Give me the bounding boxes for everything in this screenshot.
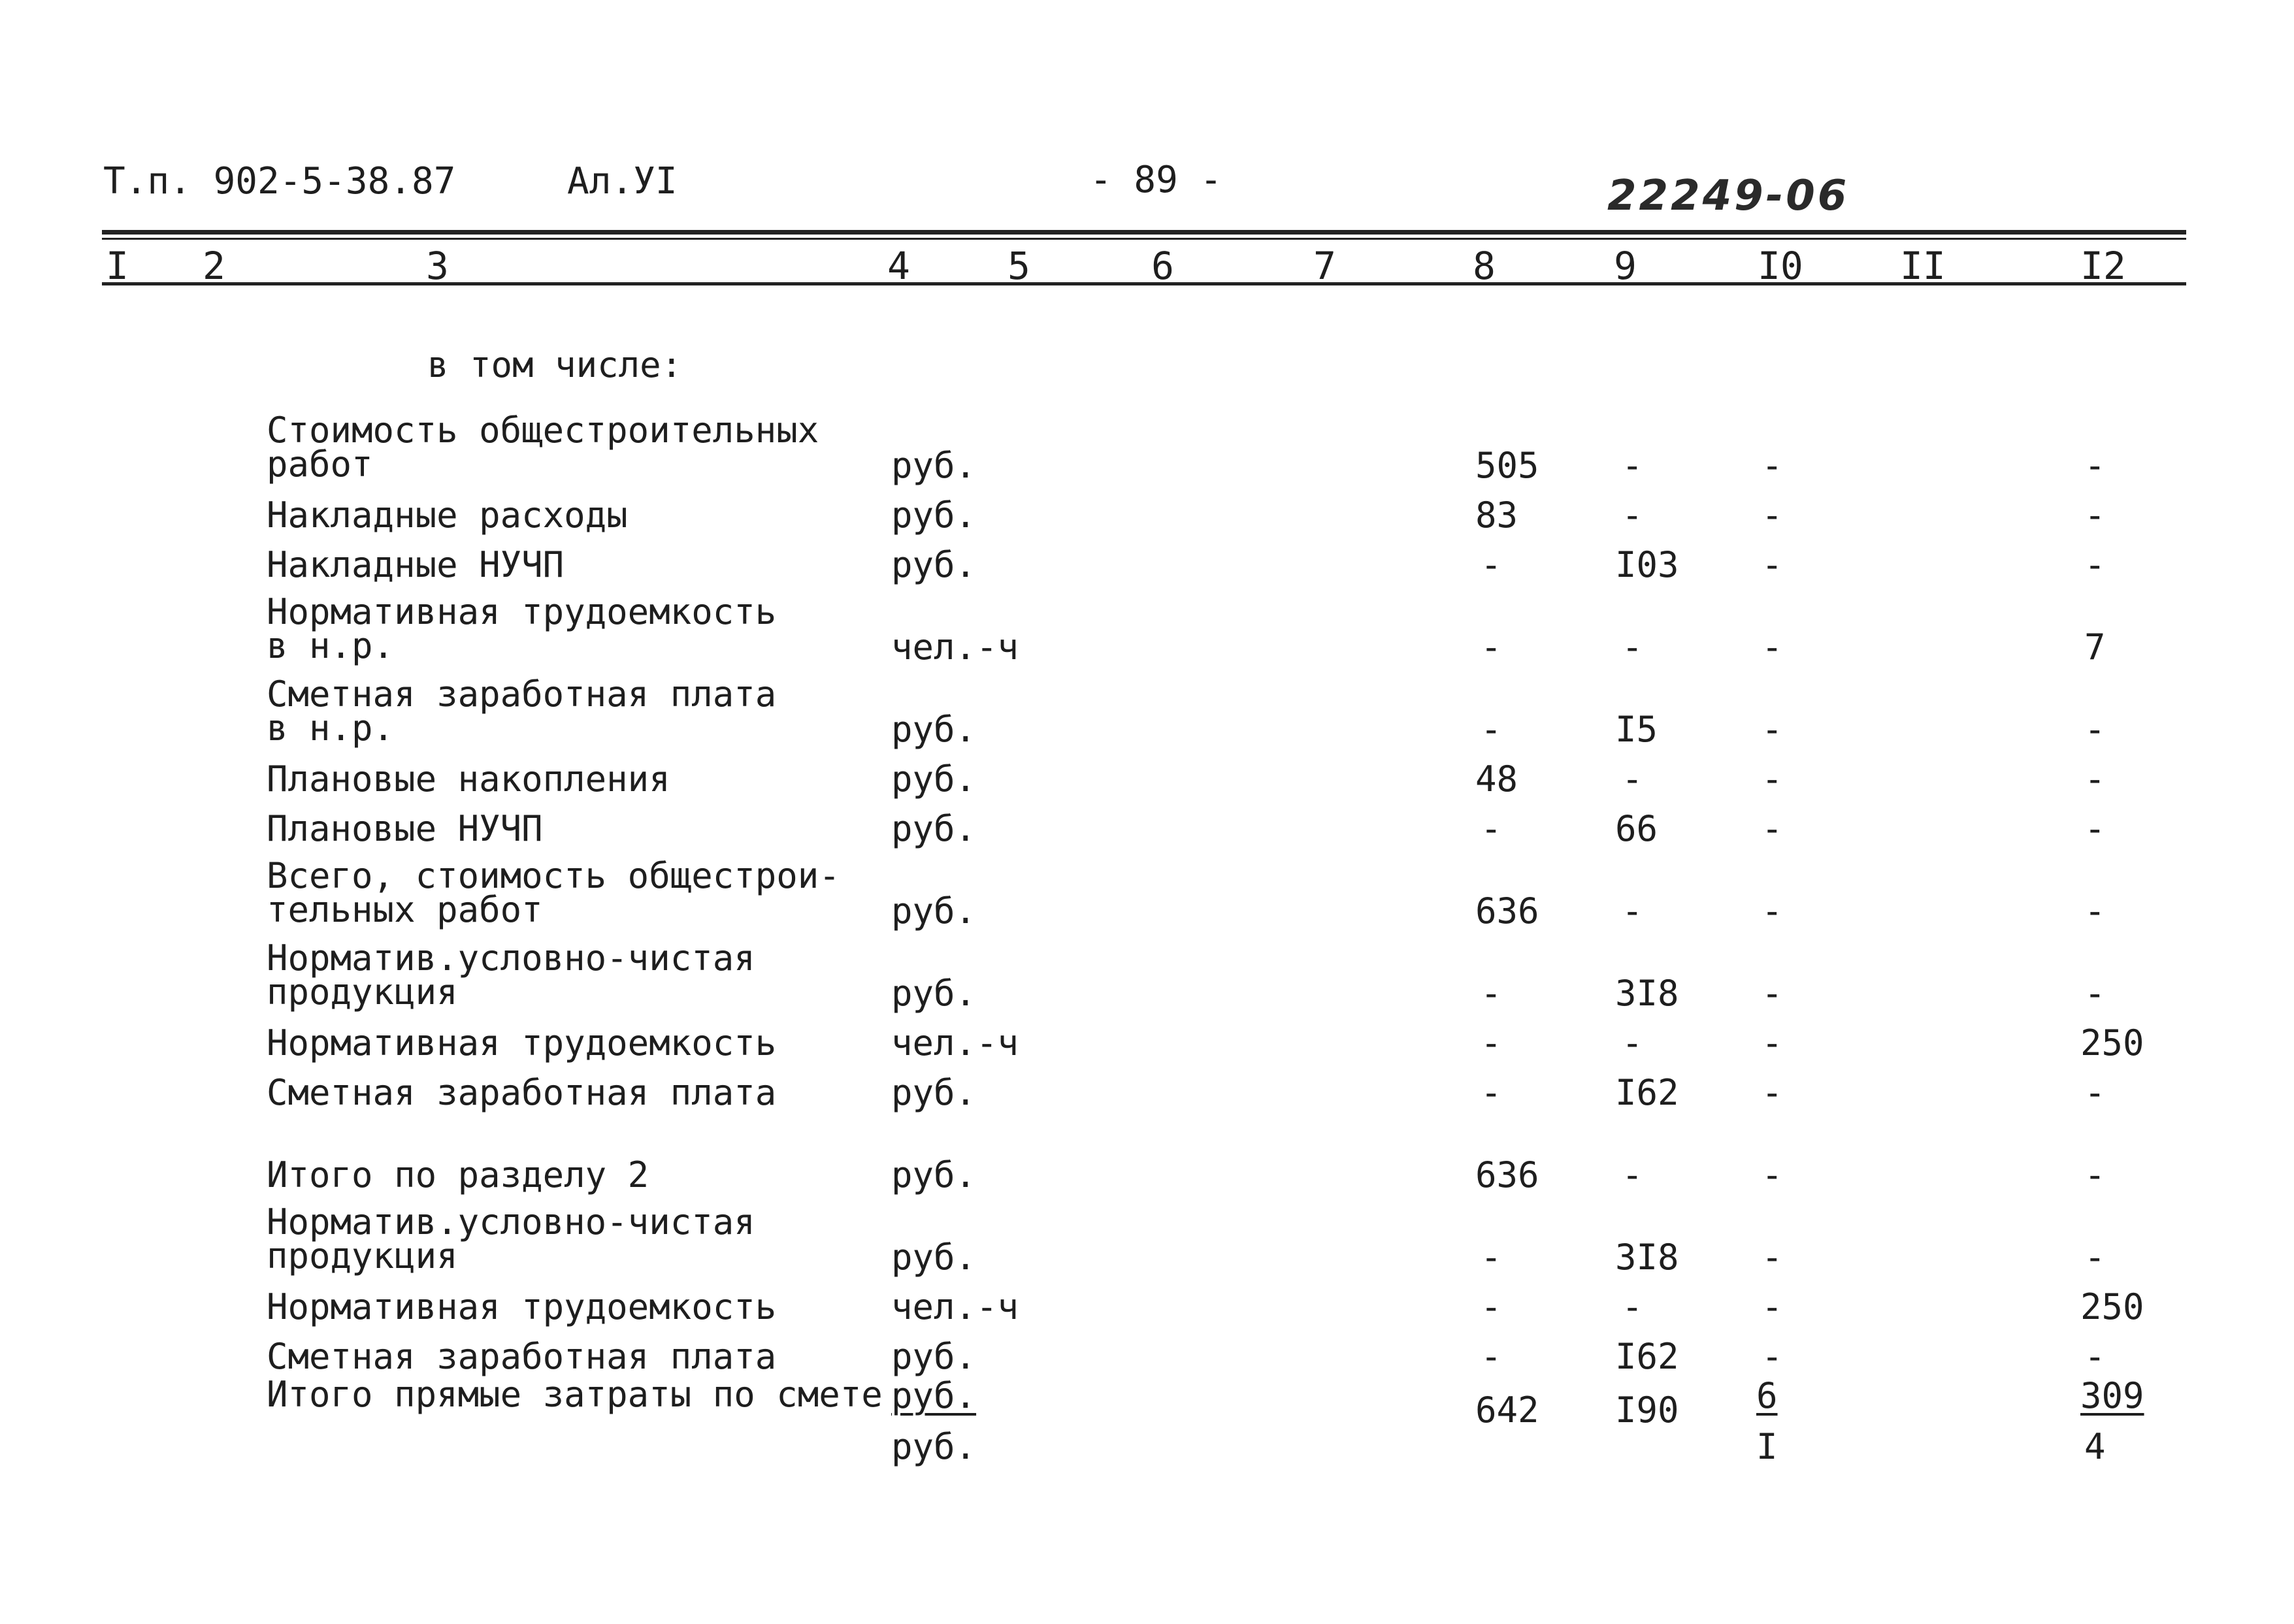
top-rule-thin (102, 238, 2186, 240)
row-col9: - (1622, 495, 1643, 536)
top-rule-thick (102, 230, 2186, 235)
row-col8: 83 (1475, 495, 1518, 536)
row-col9: 66 (1615, 808, 1658, 849)
page-number: - 89 - (1090, 159, 1222, 201)
row-col10: - (1761, 1237, 1783, 1278)
row-col8: - (1481, 1072, 1502, 1113)
row-col12: - (2084, 445, 2106, 486)
column-number: 9 (1614, 244, 1637, 288)
row-unit: руб. (891, 445, 977, 486)
row-name: Нормативная трудоемкость (267, 1286, 777, 1327)
row-name-line1: Всего, стоимость общестрои- (267, 855, 840, 896)
total-col10-top: 6 (1756, 1375, 1778, 1416)
total-col12-top: 309 (2080, 1375, 2144, 1416)
row-name-line1: Норматив.условно-чистая (267, 1201, 755, 1242)
row-name: Накладные расходы (267, 495, 628, 536)
column-number: 8 (1473, 244, 1496, 288)
row-col8: - (1481, 1022, 1502, 1064)
document-number: 22249-06 (1607, 172, 1850, 220)
row-name-line2: в н.р. (267, 707, 395, 749)
row-unit: руб. (891, 1237, 977, 1278)
row-col9: - (1622, 1022, 1643, 1064)
row-unit: руб. (891, 890, 977, 932)
row-name: Накладные НУЧП (267, 544, 565, 585)
row-col9: - (1622, 1154, 1643, 1195)
column-number: II (1900, 244, 1946, 288)
row-col8: 636 (1475, 1154, 1539, 1195)
column-number: I0 (1758, 244, 1803, 288)
row-unit: руб. (891, 1336, 977, 1377)
row-name-line2: тельных работ (267, 889, 543, 930)
row-unit: чел.-ч (891, 626, 1019, 668)
row-col8: - (1481, 1237, 1502, 1278)
row-col10: - (1761, 973, 1783, 1014)
project-code: Т.п. 902-5-38.87 (103, 160, 456, 203)
row-unit: руб. (891, 544, 977, 585)
column-number: I (106, 244, 129, 288)
row-col12: - (2084, 808, 2106, 849)
row-col8: 505 (1475, 445, 1539, 486)
row-col8: - (1481, 709, 1502, 750)
row-col12: 250 (2080, 1022, 2144, 1064)
row-name-line1: Нормативная трудоемкость (267, 591, 777, 632)
column-number: 7 (1313, 244, 1336, 288)
row-col8: - (1481, 626, 1502, 668)
total-col8: 642 (1475, 1389, 1539, 1431)
row-unit: руб. (891, 973, 977, 1014)
row-unit: руб. (891, 758, 977, 800)
column-number: 5 (1008, 244, 1030, 288)
row-col10: - (1761, 445, 1783, 486)
row-col12: - (2084, 758, 2106, 800)
row-name: Сметная заработная плата (267, 1336, 777, 1377)
row-col12: 250 (2080, 1286, 2144, 1327)
row-name-line2: продукция (267, 971, 458, 1013)
row-col9: 3I8 (1615, 1237, 1679, 1278)
row-col10: - (1761, 1154, 1783, 1195)
row-col9: - (1622, 626, 1643, 668)
column-number: 6 (1151, 244, 1174, 288)
row-name-line1: Норматив.условно-чистая (267, 937, 755, 979)
row-unit: чел.-ч (891, 1022, 1019, 1064)
row-col10: - (1761, 1022, 1783, 1064)
total-unit-top: руб. (891, 1375, 977, 1416)
total-name: Итого прямые затраты по смете (267, 1374, 883, 1415)
row-col9: - (1622, 758, 1643, 800)
row-name-line2: работ (267, 444, 373, 485)
row-name: Итого по разделу 2 (267, 1154, 649, 1195)
row-col12: - (2084, 973, 2106, 1014)
album-label: Ал.УI (567, 160, 678, 203)
total-col9: I90 (1615, 1389, 1679, 1431)
column-number: 2 (203, 244, 225, 288)
row-col12: - (2084, 709, 2106, 750)
row-col8: - (1481, 973, 1502, 1014)
row-name: Нормативная трудоемкость (267, 1022, 777, 1064)
row-col10: - (1761, 758, 1783, 800)
row-unit: руб. (891, 1154, 977, 1195)
row-col9: I5 (1615, 709, 1658, 750)
row-col12: - (2084, 1237, 2106, 1278)
row-col10: - (1761, 1072, 1783, 1113)
row-col12: - (2084, 1072, 2106, 1113)
total-unit-bottom: руб. (891, 1426, 977, 1467)
row-col8: 636 (1475, 890, 1539, 932)
row-col10: - (1761, 1286, 1783, 1327)
section-intro: в том числе: (427, 344, 683, 385)
column-number: 3 (426, 244, 449, 288)
row-col9: I62 (1615, 1336, 1679, 1377)
row-unit: чел.-ч (891, 1286, 1019, 1327)
column-number: 4 (887, 244, 910, 288)
row-col12: 7 (2084, 626, 2106, 668)
row-col9: - (1622, 445, 1643, 486)
row-col10: - (1761, 808, 1783, 849)
row-col8: 48 (1475, 758, 1518, 800)
row-col8: - (1481, 1336, 1502, 1377)
row-col10: - (1761, 544, 1783, 585)
row-col12: - (2084, 1154, 2106, 1195)
row-col8: - (1481, 808, 1502, 849)
total-col10-bottom: I (1756, 1426, 1778, 1467)
row-col8: - (1481, 1286, 1502, 1327)
column-header-rule (102, 282, 2186, 285)
row-col12: - (2084, 1336, 2106, 1377)
row-col8: - (1481, 544, 1502, 585)
total-col12-bottom: 4 (2084, 1426, 2106, 1467)
row-name: Плановые накопления (267, 758, 670, 800)
row-unit: руб. (891, 495, 977, 536)
row-col9: - (1622, 890, 1643, 932)
row-col12: - (2084, 890, 2106, 932)
row-unit: руб. (891, 1072, 977, 1113)
row-col12: - (2084, 544, 2106, 585)
row-col9: I62 (1615, 1072, 1679, 1113)
row-col9: I03 (1615, 544, 1679, 585)
row-col10: - (1761, 626, 1783, 668)
row-name-line2: в н.р. (267, 625, 395, 666)
row-unit: руб. (891, 808, 977, 849)
row-name: Сметная заработная плата (267, 1072, 777, 1113)
row-name: Плановые НУЧП (267, 808, 543, 849)
row-name-line1: Стоимость общестроительных (267, 410, 819, 451)
column-number: I2 (2080, 244, 2126, 288)
row-col10: - (1761, 890, 1783, 932)
row-col10: - (1761, 1336, 1783, 1377)
row-unit: руб. (891, 709, 977, 750)
row-name-line2: продукция (267, 1235, 458, 1276)
row-col10: - (1761, 495, 1783, 536)
row-col9: - (1622, 1286, 1643, 1327)
row-name-line1: Сметная заработная плата (267, 674, 777, 715)
row-col10: - (1761, 709, 1783, 750)
row-col9: 3I8 (1615, 973, 1679, 1014)
row-col12: - (2084, 495, 2106, 536)
